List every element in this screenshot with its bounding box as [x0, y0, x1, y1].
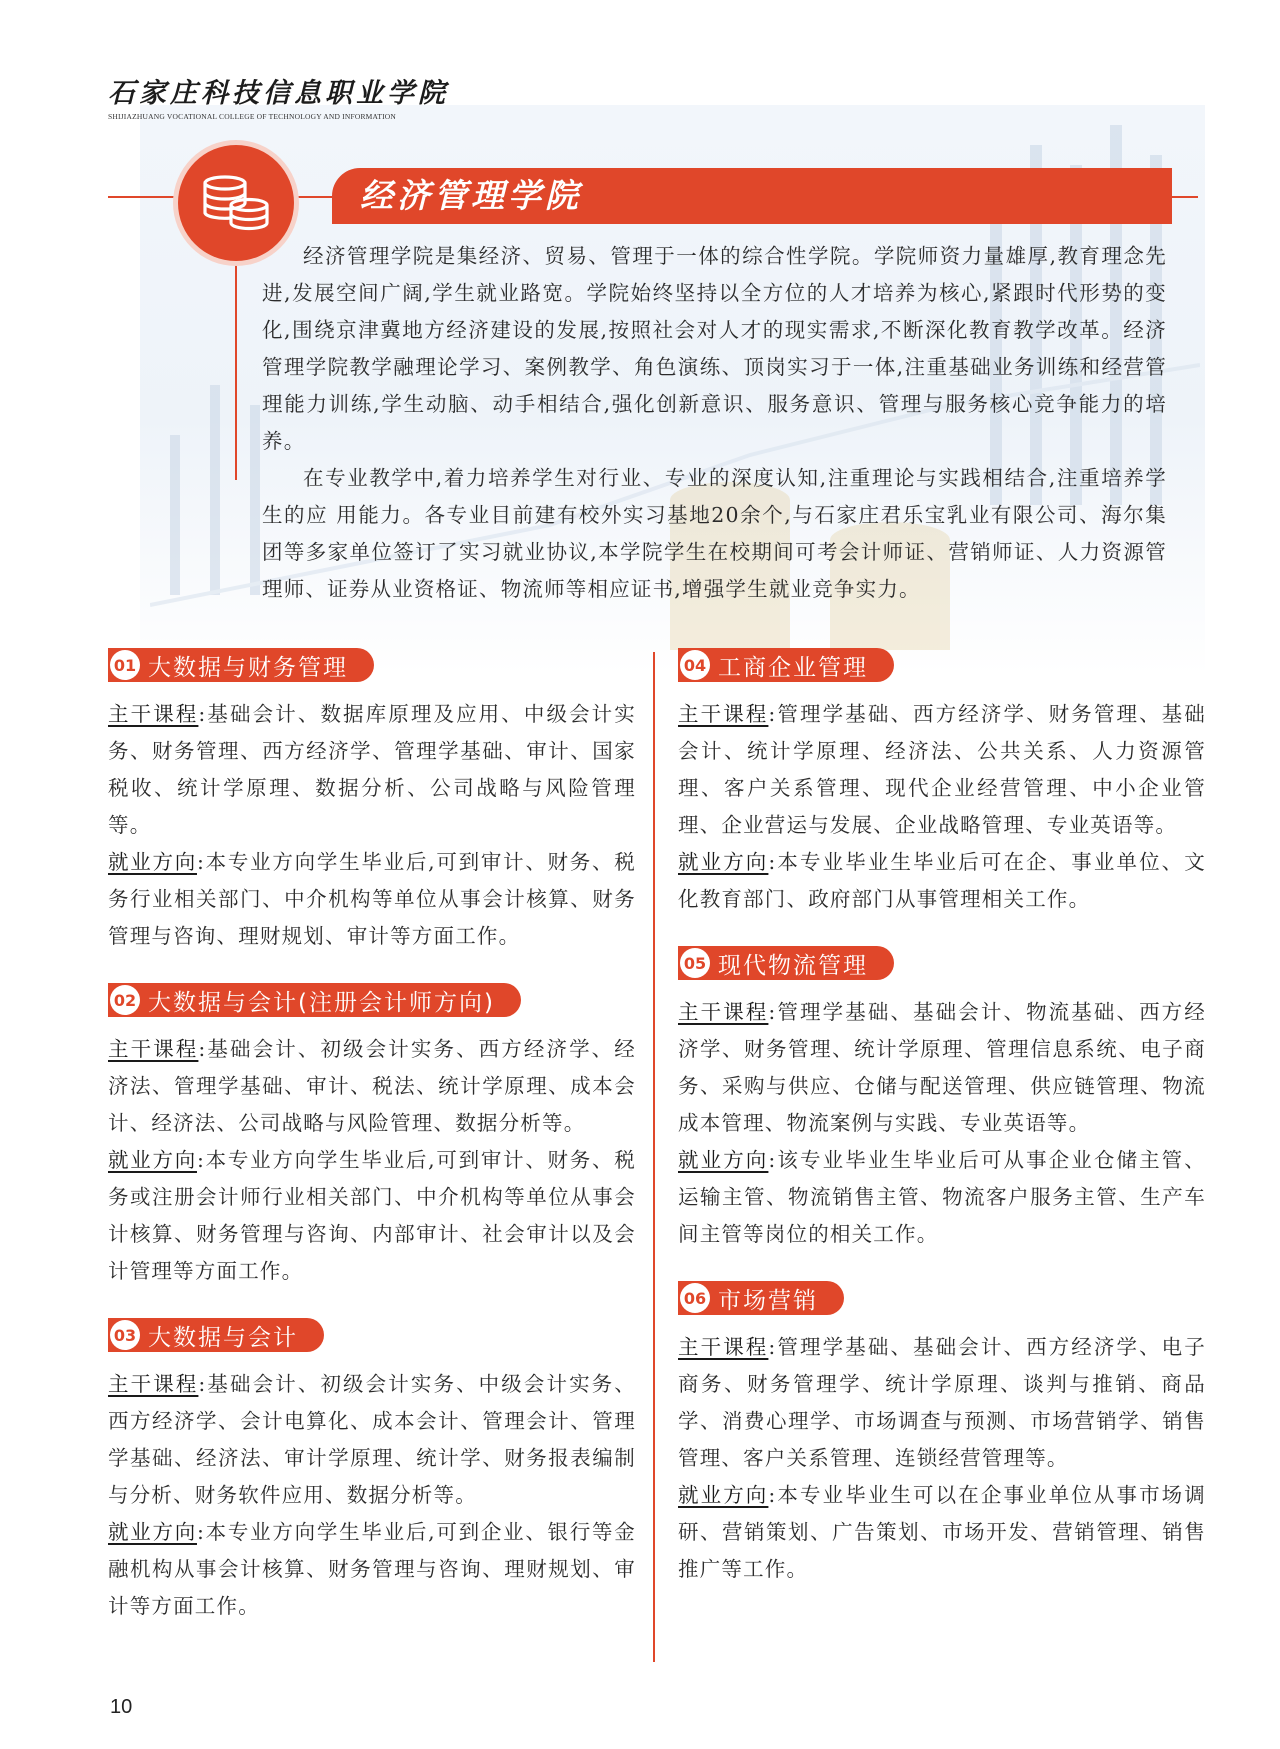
department-title: 经济管理学院	[360, 176, 582, 215]
page-number: 10	[110, 1696, 133, 1718]
major-section	[678, 946, 1206, 1253]
courses-label: 主干课程	[108, 702, 199, 726]
careers-label: 就业方向	[108, 1148, 197, 1172]
major-name: 现代物流管理	[718, 952, 868, 979]
courses-text: 管理学基础、基础会计、物流基础、西方经济学、财务管理、统计学原理、管理信息系统、电子商务、采购与供应、仓储与配送管理、供应链管理、物流成本管理、物流案例与实践、专业英语等。	[678, 1000, 1206, 1135]
courses-text: 基础会计、初级会计实务、西方经济学、经济法、管理学基础、审计、税法、统计学原理、成本会计、经济法、公司战略与风险管理、数据分析等。	[108, 1037, 636, 1135]
major-heading	[678, 1281, 844, 1315]
major-name: 大数据与财务管理	[148, 654, 348, 681]
courses-text: 基础会计、数据库原理及应用、中级会计实务、财务管理、西方经济学、管理学基础、审计、国家税收、统计学原理、数据分析、公司战略与风险管理等。	[108, 702, 636, 837]
major-body	[108, 696, 636, 955]
major-careers: 就业方向:本专业方向学生毕业后,可到审计、财务、税务或注册会计师行业相关部门、中介机构等单位从事会计核算、财务管理与咨询、内部审计、社会审计以及会计管理等方面工作。	[108, 1148, 636, 1283]
majors-column-right	[678, 648, 1206, 1616]
school-header	[108, 78, 449, 121]
major-body	[108, 1366, 636, 1625]
major-careers: 就业方向:本专业毕业生毕业后可在企、事业单位、文化教育部门、政府部门从事管理相关工作。	[678, 850, 1206, 911]
major-body	[108, 1031, 636, 1290]
major-courses: 主干课程:管理学基础、基础会计、物流基础、西方经济学、财务管理、统计学原理、管理信息系统、电子商务、采购与供应、仓储与配送管理、供应链管理、物流成本管理、物流案例与实践、专业英语等。	[678, 1000, 1206, 1135]
careers-label: 就业方向	[678, 1483, 769, 1507]
major-section	[108, 1318, 636, 1625]
major-section	[678, 648, 1206, 918]
careers-text: 该专业毕业生毕业后可从事企业仓储主管、运输主管、物流销售主管、物流客户服务主管、生产车间主管等岗位的相关工作。	[678, 1148, 1206, 1246]
courses-label: 主干课程	[678, 1335, 769, 1359]
intro-paragraph: 在专业教学中,着力培养学生对行业、专业的深度认知,注重理论与实践相结合,注重培养学生的应 用能力。各专业目前建有校外实习基地20余个,与石家庄君乐宝乳业有限公司、海尔集团等多家单位签订了实习就业协议,本学院学生在校期间可考会计师证、营销师证、人力资源管理师、证券从业资格证、物流师等相应证书,增强学生就业竞争实力。	[262, 466, 1167, 601]
careers-text: 本专业方向学生毕业后,可到审计、财务、税务或注册会计师行业相关部门、中介机构等单位从事会计核算、财务管理与咨询、内部审计、社会审计以及会计管理等方面工作。	[108, 1148, 636, 1283]
major-name: 工商企业管理	[718, 654, 868, 681]
major-body	[678, 696, 1206, 918]
courses-label: 主干课程	[108, 1372, 199, 1396]
major-name: 市场营销	[718, 1287, 818, 1314]
school-name-cn: 石家庄科技信息职业学院	[108, 78, 449, 109]
major-number: 06	[680, 1283, 710, 1313]
careers-label: 就业方向	[108, 1520, 197, 1544]
majors-column-left	[108, 648, 636, 1653]
courses-label: 主干课程	[678, 1000, 769, 1024]
decor-line	[235, 255, 237, 480]
careers-text: 本专业方向学生毕业后,可到企业、银行等金融机构从事会计核算、财务管理与咨询、理财规划、审计等方面工作。	[108, 1520, 636, 1618]
major-number: 02	[110, 985, 140, 1015]
major-section	[108, 983, 636, 1290]
major-courses: 主干课程:管理学基础、西方经济学、财务管理、基础会计、统计学原理、经济法、公共关系、人力资源管理、客户关系管理、现代企业经营管理、中小企业管理、企业营运与发展、企业战略管理、专业英语等。	[678, 702, 1206, 837]
major-body	[678, 994, 1206, 1253]
courses-text: 基础会计、初级会计实务、中级会计实务、西方经济学、会计电算化、成本会计、管理会计、管理学基础、经济法、审计学原理、统计学、财务报表编制与分析、财务软件应用、数据分析等。	[108, 1372, 636, 1507]
careers-label: 就业方向	[678, 850, 769, 874]
major-courses: 主干课程:基础会计、初级会计实务、中级会计实务、西方经济学、会计电算化、成本会计、管理会计、管理学基础、经济法、审计学原理、统计学、财务报表编制与分析、财务软件应用、数据分析等。	[108, 1372, 636, 1507]
major-courses: 主干课程:管理学基础、基础会计、西方经济学、电子商务、财务管理学、统计学原理、谈判与推销、商品学、消费心理学、市场调查与预测、市场营销学、销售管理、客户关系管理、连锁经营管理等。	[678, 1335, 1206, 1470]
major-name: 大数据与会计(注册会计师方向)	[148, 989, 495, 1016]
column-divider	[653, 652, 655, 1662]
intro-paragraph: 经济管理学院是集经济、贸易、管理于一体的综合性学院。学院师资力量雄厚,教育理念先进,发展空间广阔,学生就业路宽。学院始终坚持以全方位的人才培养为核心,紧跟时代形势的变化,围绕京津冀地方经济建设的发展,按照社会对人才的现实需求,不断深化教育教学改革。经济管理学院教学融理论学习、案例教学、角色演练、顶岗实习于一体,注重基础业务训练和经营管 理能力训练,学生动脑、动手相结合,强化创新意识、服务意识、管理与服务核心竞争能力的培养。	[262, 244, 1167, 453]
courses-label: 主干课程	[108, 1037, 199, 1061]
major-careers: 就业方向:本专业方向学生毕业后,可到企业、银行等金融机构从事会计核算、财务管理与咨询、理财规划、审计等方面工作。	[108, 1520, 636, 1618]
major-number: 01	[110, 650, 140, 680]
school-name-en: SHIJIAZHUANG VOCATIONAL COLLEGE OF TECHNOLOGY AND INFORMATION	[108, 112, 397, 121]
major-heading	[108, 648, 374, 682]
careers-text: 本专业方向学生毕业后,可到审计、财务、税务行业相关部门、中介机构等单位从事会计核算、财务管理与咨询、理财规划、审计等方面工作。	[108, 850, 636, 948]
careers-label: 就业方向	[108, 850, 197, 874]
major-section	[678, 1281, 1206, 1588]
major-heading	[678, 946, 894, 980]
courses-text: 管理学基础、基础会计、西方经济学、电子商务、财务管理学、统计学原理、谈判与推销、商品学、消费心理学、市场调查与预测、市场营销学、销售管理、客户关系管理、连锁经营管理等。	[678, 1335, 1206, 1470]
major-careers: 就业方向:该专业毕业生毕业后可从事企业仓储主管、运输主管、物流销售主管、物流客户服务主管、生产车间主管等岗位的相关工作。	[678, 1148, 1206, 1246]
major-courses: 主干课程:基础会计、初级会计实务、西方经济学、经济法、管理学基础、审计、税法、统计学原理、成本会计、经济法、公司战略与风险管理、数据分析等。	[108, 1037, 636, 1135]
major-section	[108, 648, 636, 955]
major-careers: 就业方向:本专业毕业生可以在企事业单位从事市场调研、营销策划、广告策划、市场开发、营销管理、销售推广等工作。	[678, 1483, 1206, 1581]
courses-label: 主干课程	[678, 702, 769, 726]
careers-text: 本专业毕业生可以在企事业单位从事市场调研、营销策划、广告策划、市场开发、营销管理、销售推广等工作。	[678, 1483, 1206, 1581]
careers-label: 就业方向	[678, 1148, 769, 1172]
careers-text: 本专业毕业生毕业后可在企、事业单位、文化教育部门、政府部门从事管理相关工作。	[678, 850, 1206, 911]
major-heading	[678, 648, 894, 682]
major-number: 03	[110, 1320, 140, 1350]
major-heading	[108, 983, 521, 1017]
major-number: 04	[680, 650, 710, 680]
major-body	[678, 1329, 1206, 1588]
department-intro	[262, 238, 1167, 608]
major-heading	[108, 1318, 324, 1352]
major-courses: 主干课程:基础会计、数据库原理及应用、中级会计实务、财务管理、西方经济学、管理学基础、审计、国家税收、统计学原理、数据分析、公司战略与风险管理等。	[108, 702, 636, 837]
major-careers: 就业方向:本专业方向学生毕业后,可到审计、财务、税务行业相关部门、中介机构等单位从事会计核算、财务管理与咨询、理财规划、审计等方面工作。	[108, 850, 636, 948]
courses-text: 管理学基础、西方经济学、财务管理、基础会计、统计学原理、经济法、公共关系、人力资源管理、客户关系管理、现代企业经营管理、中小企业管理、企业营运与发展、企业战略管理、专业英语等。	[678, 702, 1206, 837]
major-name: 大数据与会计	[148, 1324, 298, 1351]
major-number: 05	[680, 948, 710, 978]
